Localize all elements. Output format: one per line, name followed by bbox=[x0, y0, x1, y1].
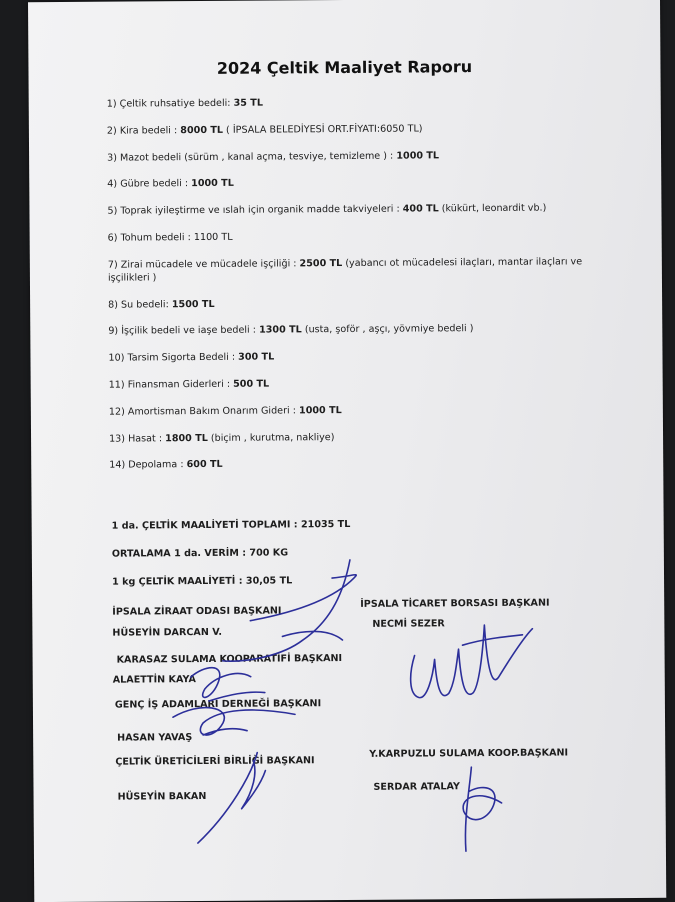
signature-celtik bbox=[197, 753, 266, 843]
signature-ziraat bbox=[222, 560, 357, 661]
karasaz-title: KARASAZ SULAMA KOOPARATİFİ BAŞKANI bbox=[116, 653, 343, 666]
cost-item: 9) İşçilik bedeli ve iaşe bedeli : 1300 TL (usta, şoför , aşçı, yövmiye bedeli ) bbox=[108, 323, 474, 338]
cost-item: 14) Depolama : 600 TL bbox=[109, 459, 223, 472]
average-yield-line: ORTALAMA 1 da. VERİM : 700 KG bbox=[111, 547, 289, 560]
cost-item: 13) Hasat : 1800 TL (biçim , kurutma, nakliye) bbox=[109, 431, 335, 445]
cost-item: 2) Kira bedeli : 8000 TL ( İPSALA BELEDİYESİ ORT.FİYATI:6050 TL) bbox=[106, 123, 423, 137]
cost-item: 10) Tarsim Sigorta Bedeli : 300 TL bbox=[108, 351, 275, 364]
karasaz-name: ALAETTİN KAYA bbox=[112, 674, 196, 686]
karpuzlu-title: Y.KARPUZLU SULAMA KOOP.BAŞKANI bbox=[369, 747, 569, 760]
total-cost-line: 1 da. ÇELTİK MAALİYETİ TOPLAMI : 21035 TL bbox=[111, 518, 351, 532]
karpuzlu-name: SERDAR ATALAY bbox=[373, 781, 460, 793]
cost-item: 4) Gübre bedeli : 1000 TL bbox=[107, 178, 234, 191]
celtik-birligi-title: ÇELTİK ÜRETİCİLERİ BİRLİĞİ BAŞKANI bbox=[115, 755, 315, 768]
genc-isadamlari-title: GENÇ İŞ ADAMLARI DERNEĞİ BAŞKANI bbox=[114, 698, 322, 711]
ziraat-odasi-name: HÜSEYİN DARCAN V. bbox=[112, 626, 223, 639]
cost-item: 3) Mazot bedeli (sürüm , kanal açma, tesviye, temizleme ) : 1000 TL bbox=[107, 149, 440, 164]
signature-ticaret bbox=[410, 625, 533, 698]
cost-item: 7) Zirai mücadele ve mücadele işçiliği : 2500 TL (yabancı ot mücadelesi ilaçları, mantar ilaçları ve işçilikleri ) bbox=[107, 256, 583, 284]
ticaret-borsasi-name: NECMİ SEZER bbox=[372, 618, 445, 630]
document-page bbox=[28, 0, 666, 902]
signature-karpuzlu bbox=[463, 767, 502, 851]
cost-item: 1) Çeltik ruhsatiye bedeli: 35 TL bbox=[106, 97, 263, 110]
document-title: 2024 Çeltik Maaliyet Raporu bbox=[216, 57, 473, 78]
genc-isadamlari-name: HASAN YAVAŞ bbox=[117, 732, 193, 744]
ziraat-odasi-title: İPSALA ZİRAAT ODASI BAŞKANI bbox=[112, 605, 282, 618]
cost-item: 5) Toprak iyileştirme ve ıslah için organik madde takviyeleri : 400 TL (kükürt, leonardit vb.) bbox=[107, 202, 547, 217]
celtik-birligi-name: HÜSEYİN BAKAN bbox=[117, 790, 207, 803]
cost-item: 11) Finansman Giderleri : 500 TL bbox=[108, 378, 270, 391]
signature-genc bbox=[173, 707, 295, 735]
cost-item: 6) Tohum bedeli : 1100 TL bbox=[107, 231, 233, 244]
signature-karasaz bbox=[191, 667, 265, 701]
cost-item: 12) Amortisman Bakım Onarım Gideri : 1000 TL bbox=[108, 404, 342, 418]
unit-cost-line: 1 kg ÇELTİK MAALİYETİ : 30,05 TL bbox=[112, 575, 293, 588]
handwritten-signatures bbox=[28, 0, 666, 902]
ticaret-borsasi-title: İPSALA TİCARET BORSASI BAŞKANI bbox=[360, 597, 550, 610]
cost-item: 8) Su bedeli: 1500 TL bbox=[108, 298, 215, 311]
